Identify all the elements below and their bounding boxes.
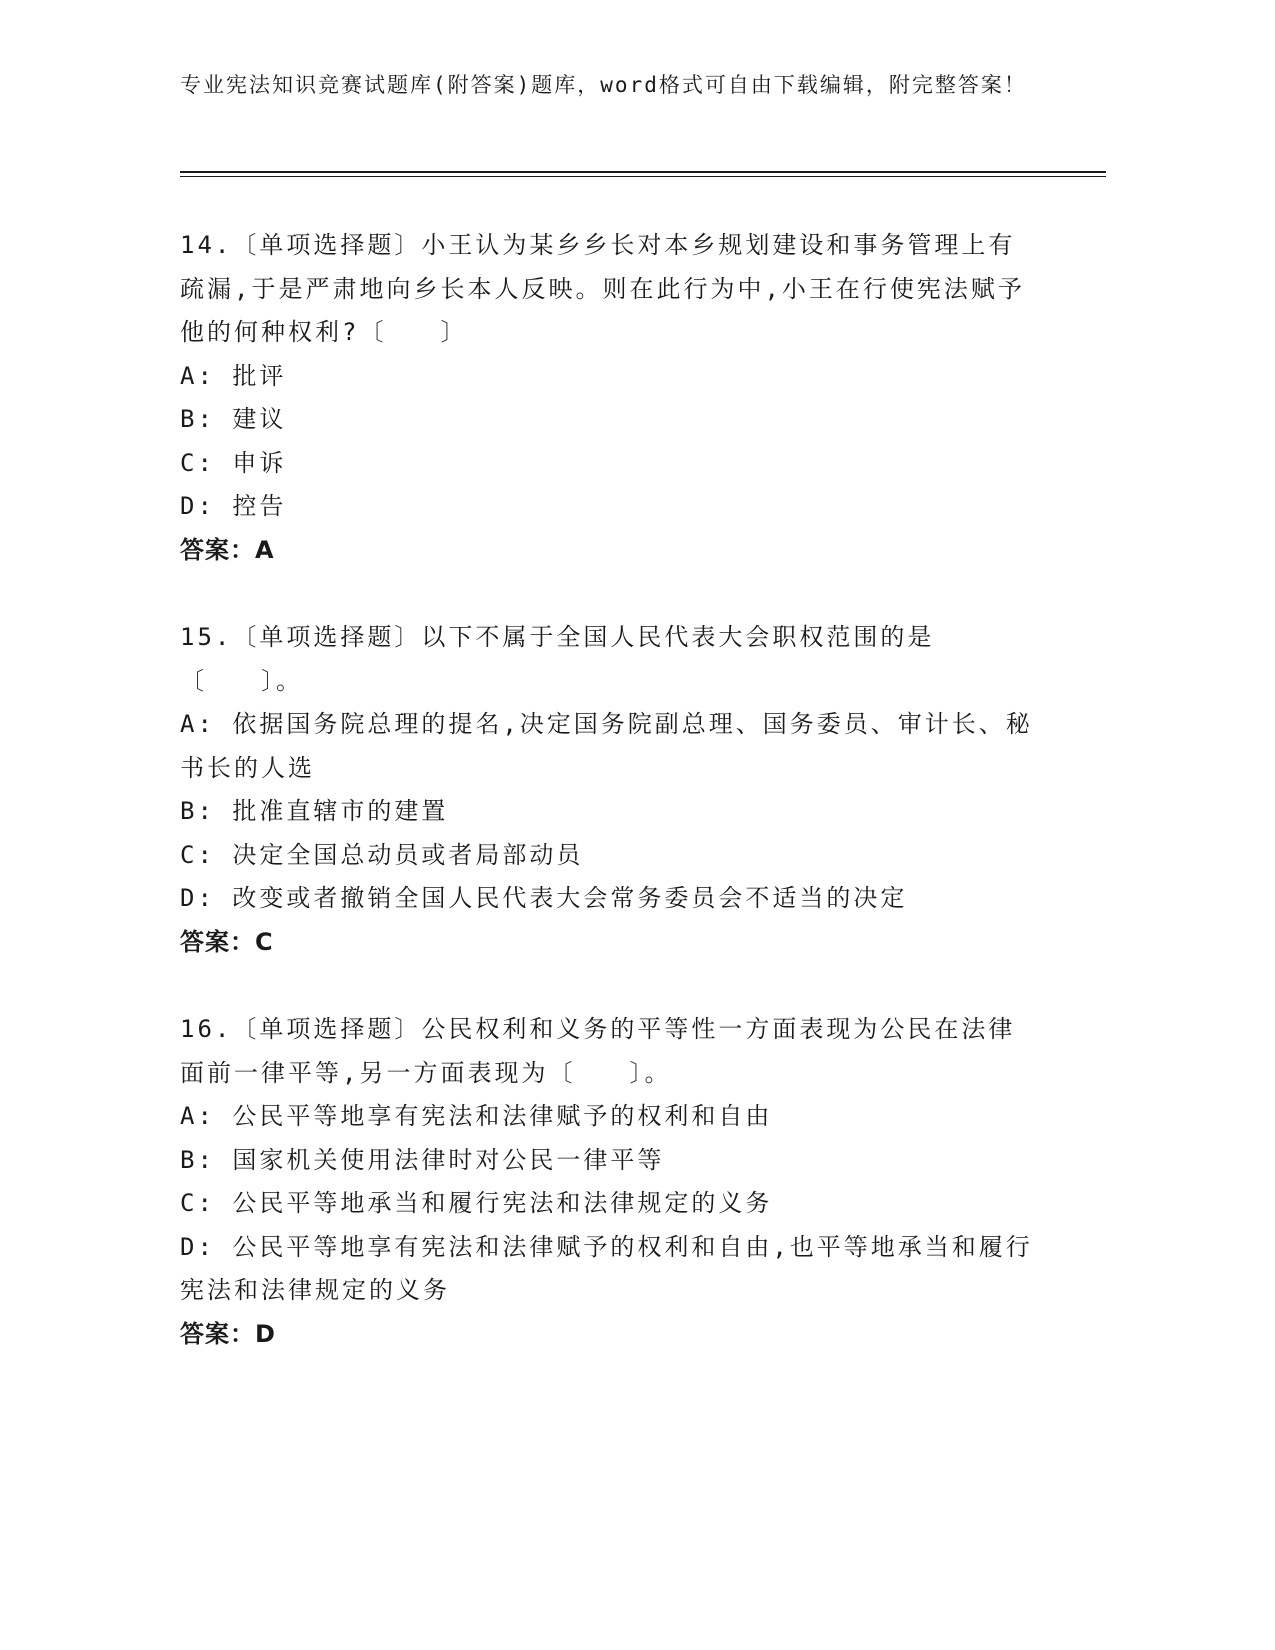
question-stem: 16.〔单项选择题〕公民权利和义务的平等性一方面表现为公民在法律面前一律平等,另一方面表现为〔 〕。 [180,1015,1016,1087]
question-stem: 15.〔单项选择题〕以下不属于全国人民代表大会职权范围的是〔 〕。 [180,623,935,695]
option-a: A: 依据国务院总理的提名,决定国务院副总理、国务委员、审计长、秘书长的人选 [180,710,1033,782]
answer-line: 答案：D [180,1319,276,1348]
question-14 [180,224,1040,572]
question-16 [180,1008,1040,1356]
question-stem: 14.〔单项选择题〕小王认为某乡乡长对本乡规划建设和事务管理上有疏漏,于是严肃地向乡长本人反映。则在此行为中,小王在行使宪法赋予他的何种权利?〔 〕 [180,231,1025,346]
header-divider-thick [180,171,1106,173]
answer-line: 答案：C [180,927,274,956]
option-b: B: 建议 [180,405,287,433]
answer-line: 答案：A [180,535,275,564]
document-header: 专业宪法知识竞赛试题库(附答案)题库，word格式可自由下载编辑，附完整答案！ [180,73,1027,97]
option-c: C: 公民平等地承当和履行宪法和法律规定的义务 [180,1189,773,1217]
option-a: A: 批评 [180,361,287,390]
question-15 [180,616,1040,964]
option-d: D: 控告 [180,492,287,520]
option-c: C: 决定全国总动员或者局部动员 [180,840,584,869]
header-divider-thin [180,176,1106,177]
option-a: A: 公民平等地享有宪法和法律赋予的权利和自由 [180,1102,773,1130]
option-d: D: 公民平等地享有宪法和法律赋予的权利和自由,也平等地承当和履行宪法和法律规定的义务 [180,1232,1033,1304]
option-c: C: 申诉 [180,448,287,477]
option-b: B: 批准直辖市的建置 [180,797,449,825]
option-d: D: 改变或者撤销全国人民代表大会常务委员会不适当的决定 [180,884,908,912]
option-b: B: 国家机关使用法律时对公民一律平等 [180,1145,665,1174]
